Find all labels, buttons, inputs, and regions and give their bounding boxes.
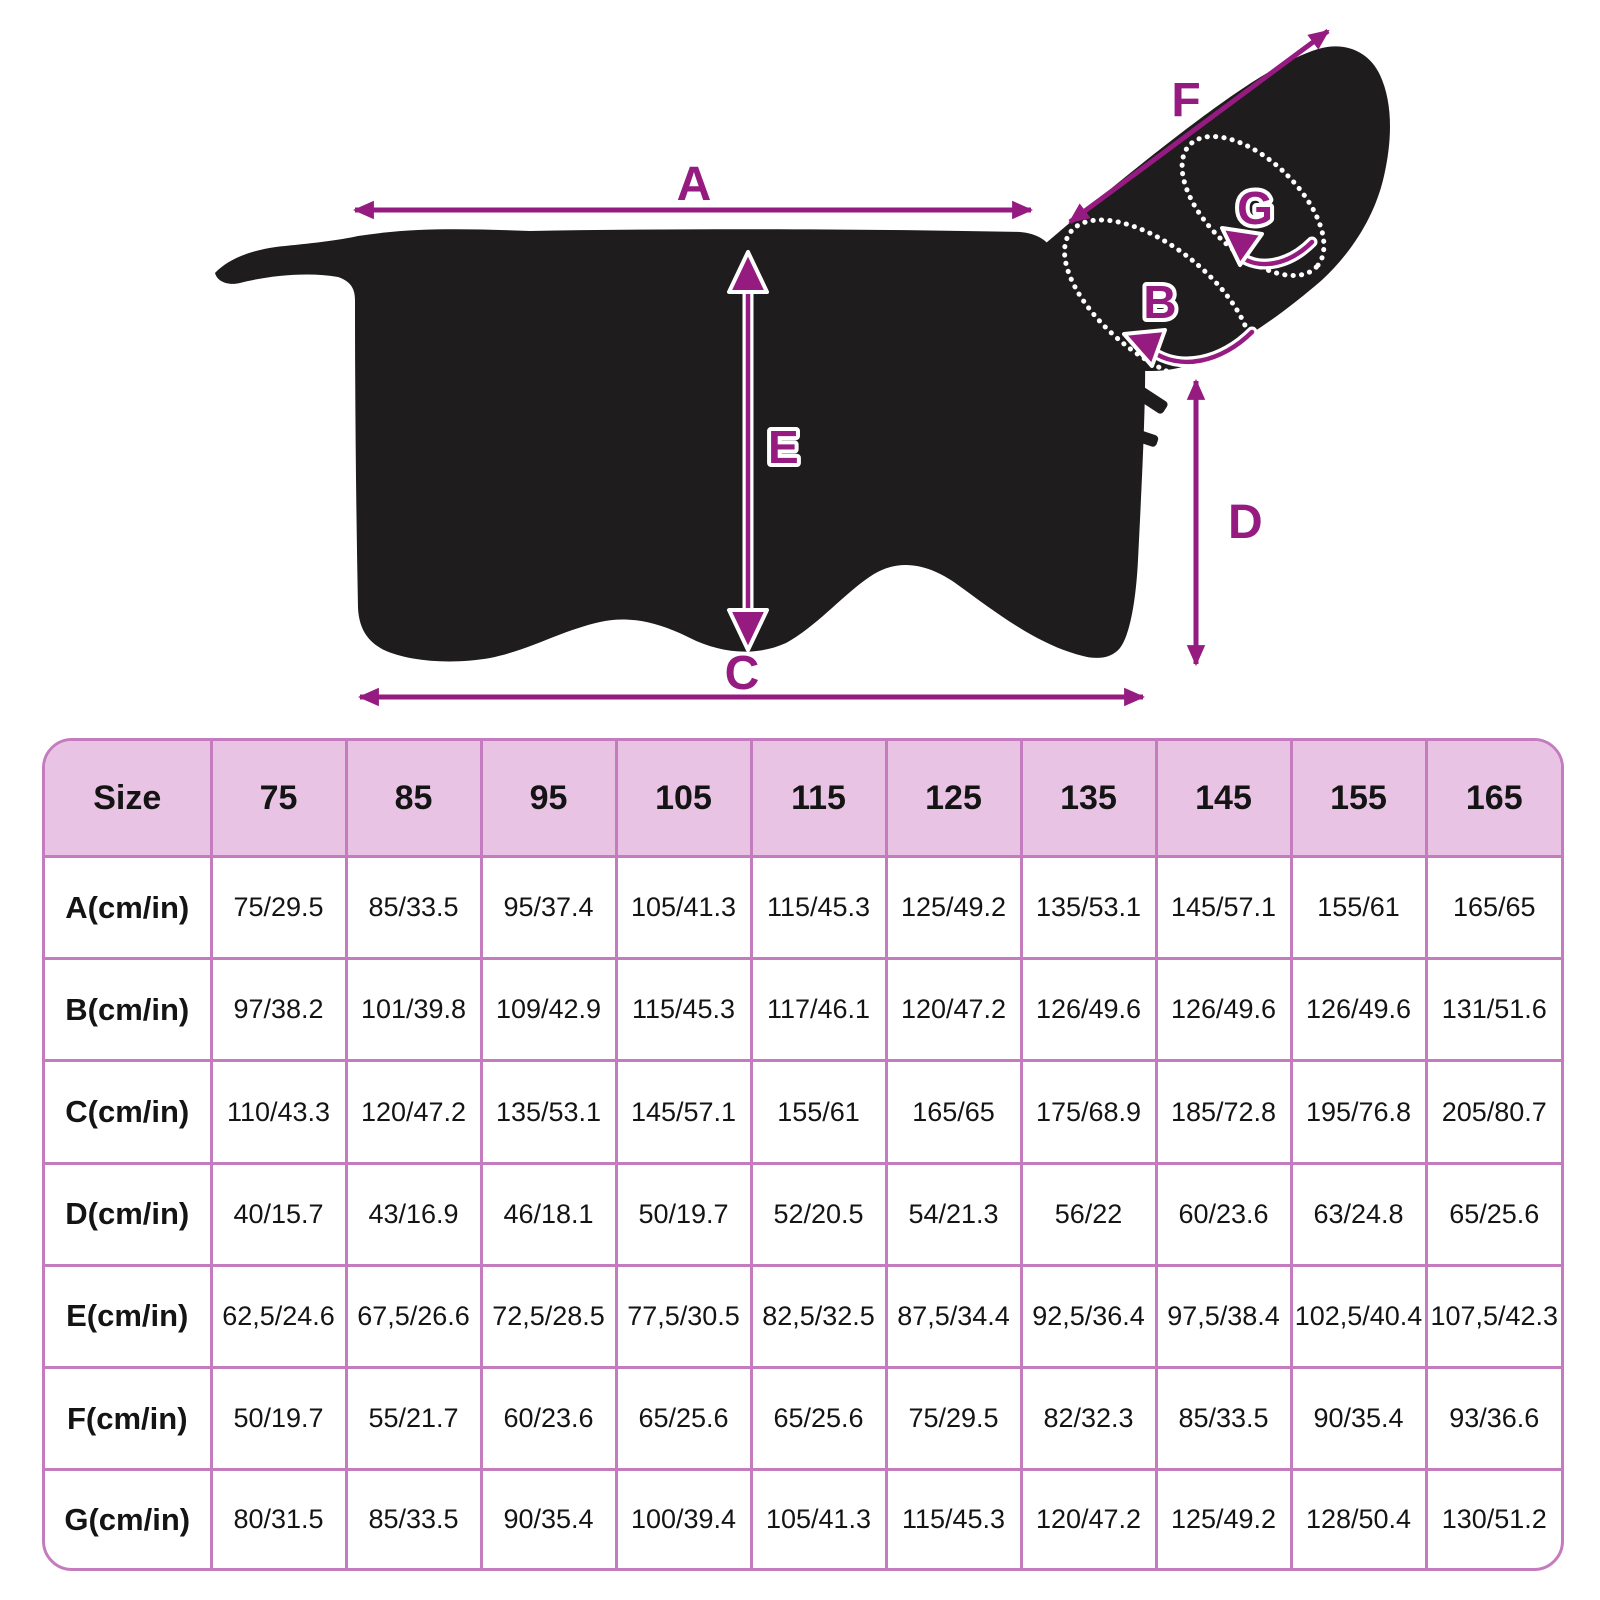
row-label-cell: F(cm/in) [45, 1368, 211, 1470]
size-column-header: 75 [211, 741, 346, 857]
table-cell: 120/47.2 [1021, 1470, 1156, 1568]
table-cell: 82/32.3 [1021, 1368, 1156, 1470]
table-cell: 115/45.3 [616, 959, 751, 1061]
size-column-header: 95 [481, 741, 616, 857]
table-cell: 115/45.3 [886, 1470, 1021, 1568]
table-cell: 85/33.5 [346, 857, 481, 959]
table-cell: 97,5/38.4 [1156, 1265, 1291, 1367]
size-column-header: 135 [1021, 741, 1156, 857]
table-cell: 80/31.5 [211, 1470, 346, 1568]
table-cell: 175/68.9 [1021, 1061, 1156, 1163]
row-label-cell: D(cm/in) [45, 1163, 211, 1265]
table-cell: 75/29.5 [886, 1368, 1021, 1470]
table-cell: 50/19.7 [616, 1163, 751, 1265]
table-cell: 128/50.4 [1291, 1470, 1426, 1568]
table-cell: 95/37.4 [481, 857, 616, 959]
table-cell: 195/76.8 [1291, 1061, 1426, 1163]
table-cell: 110/43.3 [211, 1061, 346, 1163]
size-header-cell: Size [45, 741, 211, 857]
table-cell: 40/15.7 [211, 1163, 346, 1265]
size-table [45, 741, 1561, 1568]
table-cell: 54/21.3 [886, 1163, 1021, 1265]
table-cell: 65/25.6 [1426, 1163, 1561, 1265]
row-label-cell: B(cm/in) [45, 959, 211, 1061]
measure-label-f: F [1171, 74, 1201, 127]
table-cell: 93/36.6 [1426, 1368, 1561, 1470]
table-cell: 130/51.2 [1441, 1504, 1547, 1535]
table-cell: 165/65 [886, 1061, 1021, 1163]
size-column-header: 155 [1291, 741, 1426, 857]
table-cell: 85/33.5 [1156, 1368, 1291, 1470]
size-table-container [42, 738, 1564, 1571]
table-row [45, 1163, 1561, 1265]
row-label-cell: C(cm/in) [45, 1061, 211, 1163]
table-cell: 90/35.4 [481, 1470, 616, 1568]
measure-label-b: B [1143, 276, 1177, 328]
table-cell: 55/21.7 [346, 1368, 481, 1470]
row-label-cell: A(cm/in) [45, 857, 211, 959]
table-cell: 135/53.1 [1021, 857, 1156, 959]
table-cell: 60/23.6 [1156, 1163, 1291, 1265]
table-row [45, 1470, 1561, 1568]
table-cell: 56/22 [1021, 1163, 1156, 1265]
table-cell: 205/80.7 [1426, 1061, 1561, 1163]
table-cell: 50/19.7 [211, 1368, 346, 1470]
table-cell: 102,5/40.4 [1291, 1265, 1426, 1367]
row-label-cell: G(cm/in) [45, 1470, 211, 1568]
table-row [45, 857, 1561, 959]
table-cell: 63/24.8 [1291, 1163, 1426, 1265]
table-cell: 46/18.1 [481, 1163, 616, 1265]
table-cell: 126/49.6 [1156, 959, 1291, 1061]
table-cell: 105/41.3 [616, 857, 751, 959]
table-row [45, 1061, 1561, 1163]
table-cell: 105/41.3 [751, 1470, 886, 1568]
table-cell: 100/39.4 [616, 1470, 751, 1568]
table-row [45, 1265, 1561, 1367]
table-cell: 145/57.1 [616, 1061, 751, 1163]
table-cell: 87,5/34.4 [886, 1265, 1021, 1367]
table-cell: 72,5/28.5 [481, 1265, 616, 1367]
table-cell: 60/23.6 [481, 1368, 616, 1470]
table-cell: 125/49.2 [886, 857, 1021, 959]
size-column-header: 125 [886, 741, 1021, 857]
table-cell: 126/49.6 [1291, 959, 1426, 1061]
measure-label-d: D [1228, 496, 1263, 549]
table-cell: 77,5/30.5 [616, 1265, 751, 1367]
table-cell: 107,5/42.3 [1426, 1265, 1561, 1367]
size-table-header-row [45, 741, 1561, 857]
table-cell: 101/39.8 [346, 959, 481, 1061]
table-cell: 90/35.4 [1291, 1368, 1426, 1470]
blanket-body-silhouette [215, 229, 1145, 661]
size-column-header: 105 [616, 741, 751, 857]
size-column-header: 85 [346, 741, 481, 857]
table-cell: 109/42.9 [481, 959, 616, 1061]
table-row [45, 959, 1561, 1061]
table-cell: 67,5/26.6 [346, 1265, 481, 1367]
table-cell: 120/47.2 [346, 1061, 481, 1163]
measure-label-c: C [724, 647, 760, 700]
table-cell: 126/49.6 [1021, 959, 1156, 1061]
size-column-header: 165 [1426, 741, 1561, 857]
table-cell: 145/57.1 [1156, 857, 1291, 959]
table-cell: 82,5/32.5 [751, 1265, 886, 1367]
table-cell: 92,5/36.4 [1021, 1265, 1156, 1367]
table-cell: 75/29.5 [211, 857, 346, 959]
table-cell: 43/16.9 [346, 1163, 481, 1265]
table-cell: 85/33.5 [346, 1470, 481, 1568]
table-cell: 65/25.6 [616, 1368, 751, 1470]
table-cell: 135/53.1 [481, 1061, 616, 1163]
table-row [45, 1368, 1561, 1470]
measure-label-a: A [676, 158, 712, 211]
table-cell: 62,5/24.6 [211, 1265, 346, 1367]
table-cell: 120/47.2 [886, 959, 1021, 1061]
table-cell: 115/45.3 [751, 857, 886, 959]
table-cell: 155/61 [1291, 857, 1426, 959]
table-cell: 185/72.8 [1156, 1061, 1291, 1163]
table-cell: 52/20.5 [751, 1163, 886, 1265]
row-label-cell: E(cm/in) [45, 1265, 211, 1367]
table-cell: 155/61 [751, 1061, 886, 1163]
size-column-header: 115 [751, 741, 886, 857]
table-cell: 165/65 [1426, 857, 1561, 959]
size-column-header: 145 [1156, 741, 1291, 857]
measure-label-e: E [768, 421, 799, 473]
table-cell: 117/46.1 [751, 959, 886, 1061]
measurement-diagram [0, 0, 1600, 735]
table-cell: 131/51.6 [1426, 959, 1561, 1061]
table-cell: 65/25.6 [751, 1368, 886, 1470]
table-cell: 97/38.2 [211, 959, 346, 1061]
table-cell: 125/49.2 [1156, 1470, 1291, 1568]
measure-label-g: G [1237, 182, 1273, 234]
